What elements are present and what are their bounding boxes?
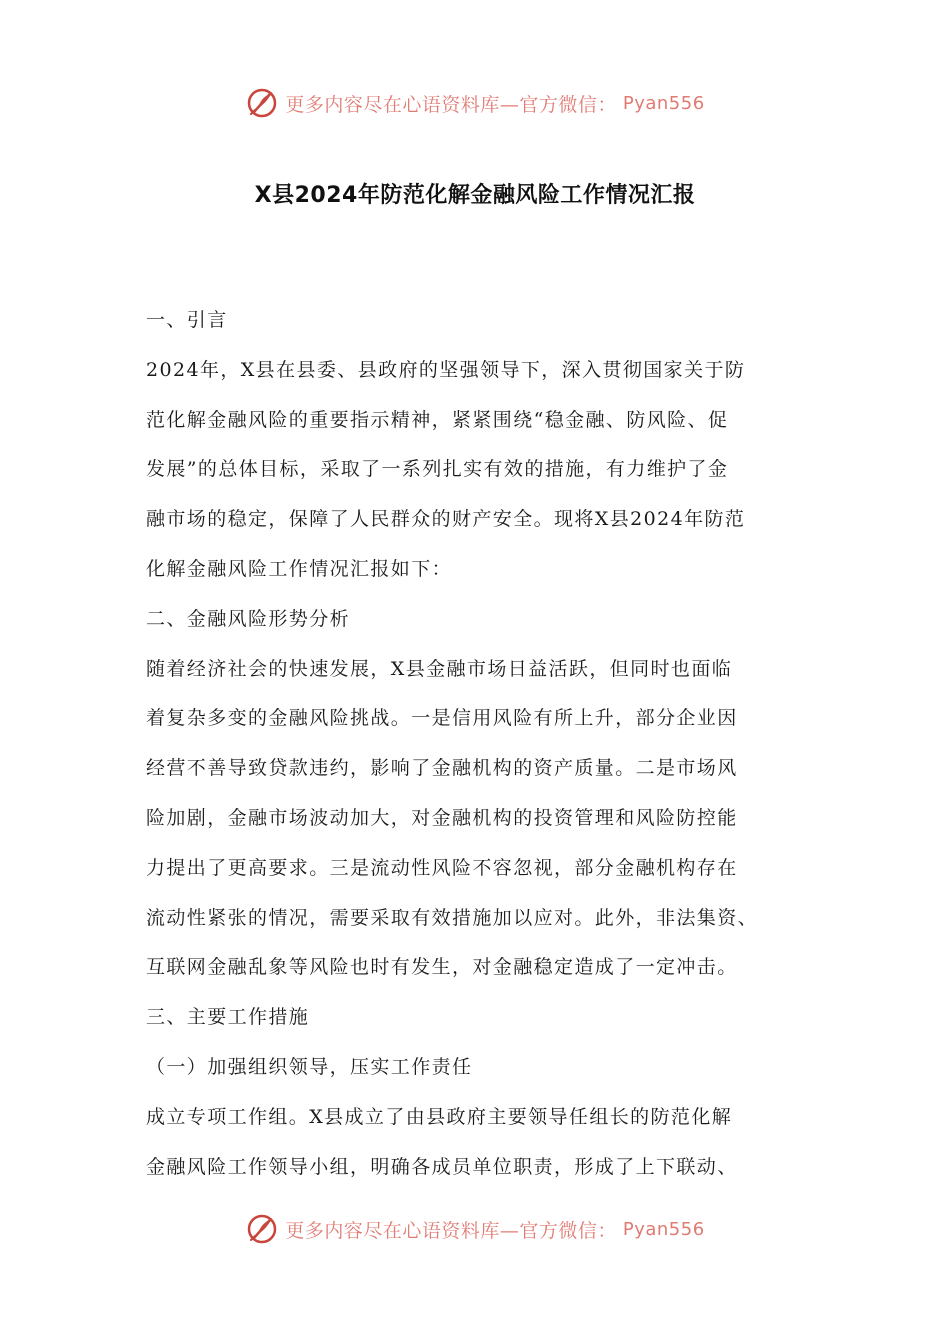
watermark-header (0, 86, 950, 120)
watermark-wechat-id: Pyan556 (622, 92, 705, 114)
watermark-footer (0, 1212, 950, 1246)
watermark-wechat-id: Pyan556 (622, 1218, 705, 1240)
quill-logo-icon (245, 1212, 279, 1246)
text-line: （一）加强组织领导，压实工作责任 (146, 1055, 473, 1078)
text-line: 经营不善导致贷款违约，影响了金融机构的资产质量。二是市场风 (146, 757, 738, 780)
text-line: 着复杂多变的金融风险挑战。一是信用风险有所上升，部分企业因 (146, 707, 738, 730)
text-line: 发展”的总体目标，采取了一系列扎实有效的措施，有力维护了金 (146, 458, 729, 481)
text-line: 流动性紧张的情况，需要采取有效措施加以应对。此外，非法集资、 (146, 906, 759, 929)
text-line: 力提出了更高要求。三是流动性风险不容忽视，部分金融机构存在 (146, 856, 738, 879)
text-line: 成立专项工作组。X县成立了由县政府主要领导任组长的防范化解 (146, 1105, 733, 1128)
text-line: 随着经济社会的快速发展，X县金融市场日益活跃，但同时也面临 (146, 657, 733, 680)
text-line: 一、引言 (146, 309, 228, 331)
text-line: 三、主要工作措施 (146, 1006, 310, 1029)
quill-logo-icon (245, 86, 279, 120)
text-line: 险加剧，金融市场波动加大，对金融机构的投资管理和风险防控能 (146, 806, 738, 829)
text-line: 金融风险工作领导小组，明确各成员单位职责，形成了上下联动、 (146, 1155, 738, 1178)
watermark-text: 更多内容尽在心语资料库—官方微信： (285, 93, 617, 116)
document-body (146, 296, 821, 1192)
text-line: 范化解金融风险的重要指示精神，紧紧围绕“稳金融、防风险、促 (146, 408, 729, 431)
document-title: X县2024年防范化解金融风险工作情况汇报 (254, 183, 696, 208)
watermark-text: 更多内容尽在心语资料库—官方微信： (285, 1219, 617, 1242)
text-line: 融市场的稳定，保障了人民群众的财产安全。现将X县2024年防范 (146, 508, 746, 531)
text-line: 2024年，X县在县委、县政府的坚强领导下，深入贯彻国家关于防 (146, 358, 746, 381)
text-line: 二、金融风险形势分析 (146, 607, 351, 630)
text-line: 化解金融风险工作情况汇报如下： (146, 557, 453, 580)
text-line: 互联网金融乱象等风险也时有发生，对金融稳定造成了一定冲击。 (146, 956, 738, 979)
